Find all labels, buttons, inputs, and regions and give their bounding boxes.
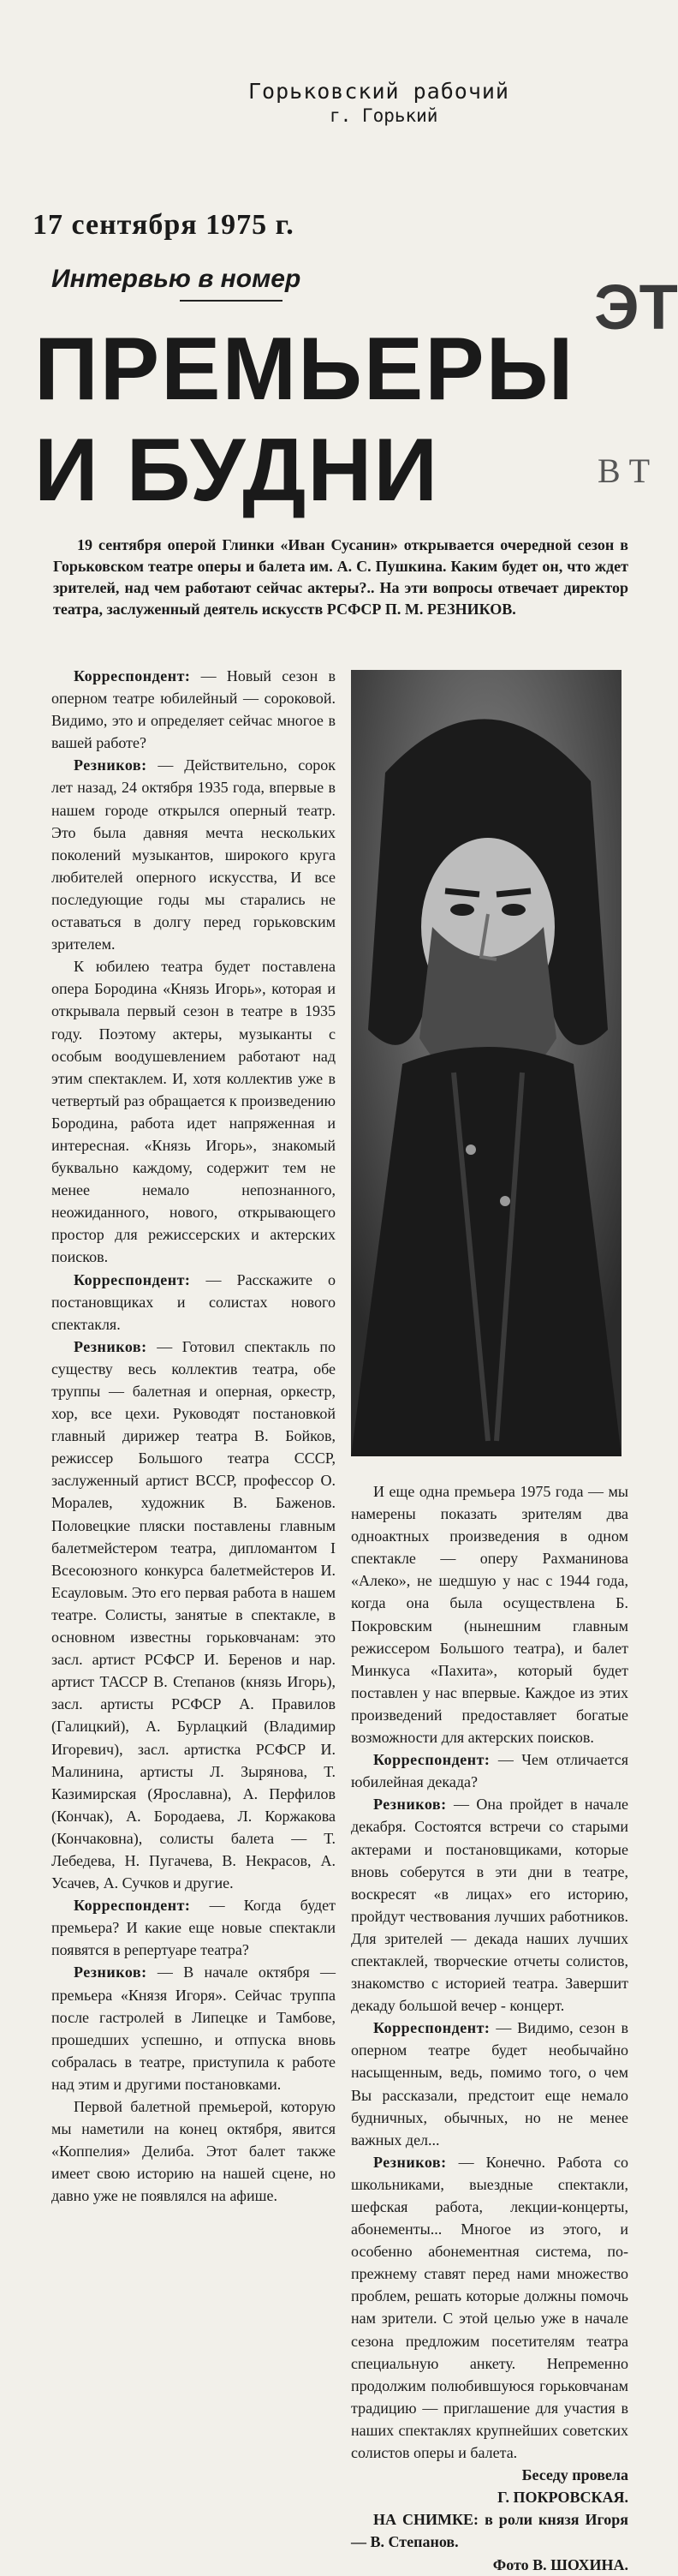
photo-credit: Фото В. ШОХИНА. [492, 2555, 628, 2573]
adjacent-article-bleed [591, 271, 678, 528]
caption-label: НА СНИМКЕ: [373, 2511, 479, 2529]
answer-5 [351, 2151, 628, 2464]
question-text: — Чем отличается юбилейная декада? [351, 1751, 628, 1791]
question-text: — Расскажите о постановщиках и солистах нового спектакля. [51, 1270, 336, 1333]
issue-date: 17 сентября 1975 г. [33, 209, 294, 241]
headline-line-2: И БУДНИ [34, 421, 440, 520]
answer-text: — Действительно, сорок лет назад, 24 октября 1935 года, впервые в нашем городе открылся оперный театр. Это была давняя мечта нескольких поколений музыкантов, широкого круга любителей оперного искусства, И все последующие годы мы старались не оставаться в долгу перед горьковским зрителем. [51, 756, 336, 953]
speaker-correspondent: Корреспондент: [74, 1897, 191, 1915]
question-3 [51, 1894, 336, 1961]
speaker-correspondent: Корреспондент: [373, 2019, 491, 2037]
speaker-reznikov: Резников: [74, 1337, 147, 1355]
left-column [51, 665, 336, 2207]
answer-text: — Конечно. Работа со школьниками, выездные спектакли, шефская работа, лекции-концерты, абонементы... Многое из этого, и особенно абонементная система, по-прежнему ставят перед нами множество проблем, решать которые должны помочь нам зрители. С этой целью уже в начале сезона предложим посетителям театра специальную анкету. Непременно продолжим полюбившуюся горьковчанам традицию — приглашение для участия в наших спектаклях крупнейших советских солистов оперы и балета. [351, 2153, 628, 2462]
speaker-reznikov: Резников: [373, 1796, 447, 1814]
photo-caption [351, 2508, 628, 2553]
portrait-photo [351, 670, 622, 1456]
question-text: — Когда будет премьера? И какие еще новые спектакли появятся в репертуаре театра? [51, 1897, 336, 1959]
answer-2 [51, 1336, 336, 1894]
headline [34, 319, 574, 521]
paragraph-ballet: Первой балетной премьерой, которую мы наметили на конец октября, явится «Коппелия» Делиба. Этот балет также имеет свою историю на нашей сцене, но давно уже не появлялся на афише. [51, 2098, 336, 2205]
portrait-illustration [351, 670, 622, 1456]
caption-text: в роли князя Игоря — В. Степанов. [351, 2511, 628, 2551]
question-text: — Видимо, сезон в оперном театре будет необычайно насыщенным, ведь, помимо того, о чем Вы рассказали, предстоит еще немало будничных, обычных, но не менее важных дел... [351, 2019, 629, 2149]
signature-line-1: Беседу провела [521, 2466, 628, 2484]
speaker-correspondent: Корреспондент: [74, 1270, 191, 1288]
speaker-reznikov: Резников: [373, 2153, 447, 2171]
answer-1 [51, 754, 336, 955]
question-5 [351, 2017, 628, 2151]
masthead [248, 79, 608, 126]
headline-line-1: ПРЕМЬЕРЫ [34, 320, 575, 419]
answer-text: — Она пройдет в начале декабря. Состоятся встречи со старыми актерами и постановщиками, которые вновь соберутся в эти дни в театре, воскресят «в лицах» его историю, пройдут чествования лучших работников. Для зрителей — декада наших лучших спектаклей, творческие отчеты солистов, знакомство с историей театра. Завершит декаду большой вечер - концерт. [351, 1796, 629, 2015]
paragraph-second-premiere: И еще одна премьера 1975 года — мы намерены показать зрителям два одноактных произведения в одном спектакле — оперу Рахманинова «Алеко», не шедшую у нас с 1944 года, когда она была осуществлена Б. Покровским (нынешним главным режиссером Большого театра), и балет Минкуса «Пахита», который будет поставлен у нас впервые. Каждое из этих произведений предоставляет богатые возможности для актерских поисков. [351, 1483, 628, 1747]
question-2 [51, 1269, 336, 1336]
question-4 [351, 1748, 628, 1793]
signature-author: Г. ПОКРОВСКАЯ. [497, 2489, 628, 2507]
paragraph: К юбилею театра будет поставлена опера Бородина «Князь Игорь», которая и открывала первый сезон в театре в 1935 году. Поэтому актеры, музыканты с особым воодушевлением работают над этим спектаклем. И, хотя коллектив уже в четвертый раз обращается к произведению Бородина, работа идет напряженная и интересная. «Князь Игорь», знакомый буквально каждому, содержит тем не менее немало непознанного, неожиданного, нового, открывающего простор для режиссерских и актерских поисков. [51, 958, 336, 1266]
answer-text: — Готовил спектакль по существу весь коллектив театра, обе труппы — балетная и оперная, оркестр, хор, все цехи. Руководят постановкой главный дирижер театра В. Бойков, режиссер Большого театра СССР, заслуженный артист ВССР, профессор О. Моралев, художник В. Баженов. Половецкие пляски поставлены главным балетмейстером театра, дипломантом I Всесоюзного конкурса балетмейстеров И. Есауловым. Это его первая работа в нашем театре. Солисты, занятые в спектакле, в основном известны горьковчанам: это засл. артист РСФСР И. Беренов и нар. артист ТАССР В. Степанов (князь Игорь), засл. артисты РСФСР А. Правилов (Галицкий), А. Бурлацкий (Владимир Игоревич), засл. артистка РСФСР И. Малинина, артисты Л. Зырянова, Т. Казимирская (Ярославна), А. Перфилов (Кончак), А. Бородаева, Л. Коржакова (Кончаковна), солисты балета — Т. Лебедева, Н. Пугачева, В. Некрасов, А. Усачев, А. Сучков и другие. [51, 1337, 336, 1892]
bleed-text-large: ЭТ [594, 272, 678, 343]
newspaper-city: г. Горький [330, 105, 438, 126]
answer-4 [351, 1793, 628, 2017]
answer-text: — В начале октября — премьера «Князя Игоря». Сейчас труппа после гастролей в Липецке и Тамбове, прошедших успешно, и отпуска вновь собралась в театре, приступила к работе над этим и другими постановками. [51, 1963, 336, 2093]
right-column [351, 1480, 628, 2576]
rubric-underline [180, 300, 282, 302]
bleed-text-small: В Т [598, 451, 651, 490]
lead-paragraph: 19 сентября оперой Глинки «Иван Сусанин» открывается очередной сезон в Горьковском театре оперы и балета им. А. С. Пушкина. Каким будет он, что ждет зрителей, над чем работают сейчас актеры?.. На эти вопросы отвечает директор театра, заслуженный деятель искусств РСФСР П. М. РЕЗНИКОВ. [53, 536, 628, 618]
question-1 [51, 665, 336, 754]
newspaper-name: Горьковский рабочий [248, 79, 509, 104]
answer-3 [51, 1961, 336, 2095]
rubric: Интервью в номер [51, 265, 301, 293]
speaker-correspondent: Корреспондент: [74, 667, 191, 684]
speaker-reznikov: Резников: [74, 1963, 147, 1981]
speaker-correspondent: Корреспондент: [373, 1751, 491, 1769]
speaker-reznikov: Резников: [74, 756, 147, 774]
question-text: — Новый сезон в оперном театре юбилейный — сороковой. Видимо, это и определяет сейчас многое в вашей работе? [51, 667, 336, 752]
